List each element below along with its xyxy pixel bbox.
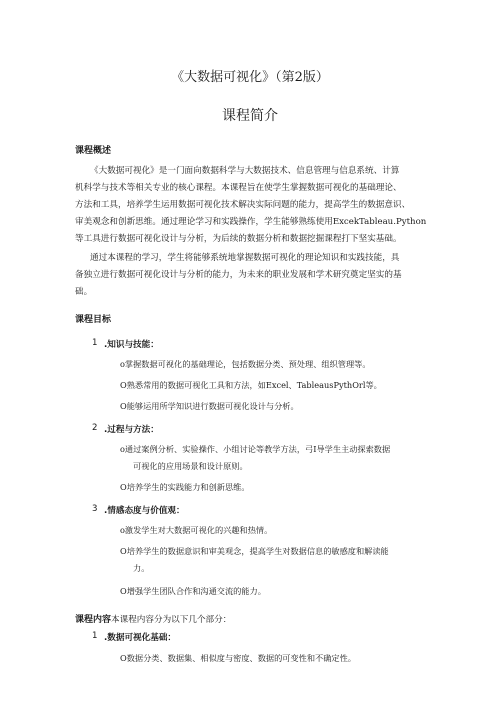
overview-line: 等工具进行数据可视化设计与分析，为后续的数据分析和数据挖掘课程打下坚实基础。	[75, 234, 402, 244]
bullet-item: O增强学生团队合作和沟通交流的能力。	[120, 586, 266, 596]
document-subtitle: 课程简介	[222, 108, 278, 124]
overview-line: 审美观念和创新思维。通过理论学习和实践操作，学生能够熟练使用ExcekTableau.Python	[75, 217, 427, 227]
list-number: 3	[92, 504, 98, 514]
section-heading-goals: 课程目标	[75, 315, 112, 325]
overview-line: 通过本课程的学习，学生将能够系统地掌握数据可视化的理论知识和实践技能，具	[90, 253, 400, 263]
bullet-item: O培养学生的实践能力和创新思维。	[120, 482, 250, 492]
overview-line: 备独立进行数据可视化设计与分析的能力，为未来的职业发展和学术研究奠定坚实的基	[75, 270, 402, 280]
bullet-item-continuation: 可视化的应用场景和设计原则。	[133, 461, 248, 471]
bullet-item: o通过案例分析、实验操作、小组讨论等教学方法，弓I导学生主动探索数据	[120, 444, 391, 454]
bullet-item-continuation: 力。	[133, 563, 150, 573]
bullet-item: O熟悉常用的数据可视化工具和方法，如Excel、TableausPythOrl等。	[120, 380, 382, 390]
section-heading-overview: 课程概述	[75, 146, 112, 156]
bullet-item: O培养学生的数据意识和审美观念，提高学生对数据信息的敏感度和解读能	[120, 546, 389, 556]
list-number: 1	[92, 338, 98, 348]
document-title: 《大数据可视化》（第2版）	[171, 70, 329, 85]
bullet-item: O数据分类、数据集、相似度与密度、数据的可变性和不确定性。	[120, 653, 356, 663]
list-heading: .过程与方法：	[104, 425, 159, 435]
section-heading-content: 课程内容	[75, 615, 112, 625]
list-heading: .数据可视化基础：	[104, 633, 177, 643]
bullet-item: o掌握数据可视化的基础理论，包括数据分类、预处理、组织管理等。	[120, 359, 371, 369]
overview-line: 机科学与技术等相关专业的核心课程。本课程旨在使学生掌握数据可视化的基础理论、	[75, 183, 402, 193]
content-intro: 本课程内容分为以下几个部分：	[111, 615, 232, 625]
list-heading: .知识与技能：	[104, 340, 159, 350]
bullet-item: O能够运用所学知识进行数据可视化设计与分析。	[120, 401, 299, 411]
overview-line: 础。	[75, 287, 93, 297]
overview-line: 《大数据可视化》是一门面向数据科学与大数据技术、信息管理与信息系统、计算	[90, 166, 400, 176]
list-number: 2	[92, 423, 98, 433]
overview-line: 方法和工具，培养学生运用数据可视化技术解决实际问题的能力，提高学生的数据意识、	[75, 200, 411, 210]
content-heading-line	[75, 607, 231, 629]
list-heading: .情感态度与价值观：	[104, 506, 185, 516]
bullet-item: o激发学生对大数据可视化的兴趣和热情。	[120, 525, 273, 535]
list-number: 1	[92, 631, 98, 641]
